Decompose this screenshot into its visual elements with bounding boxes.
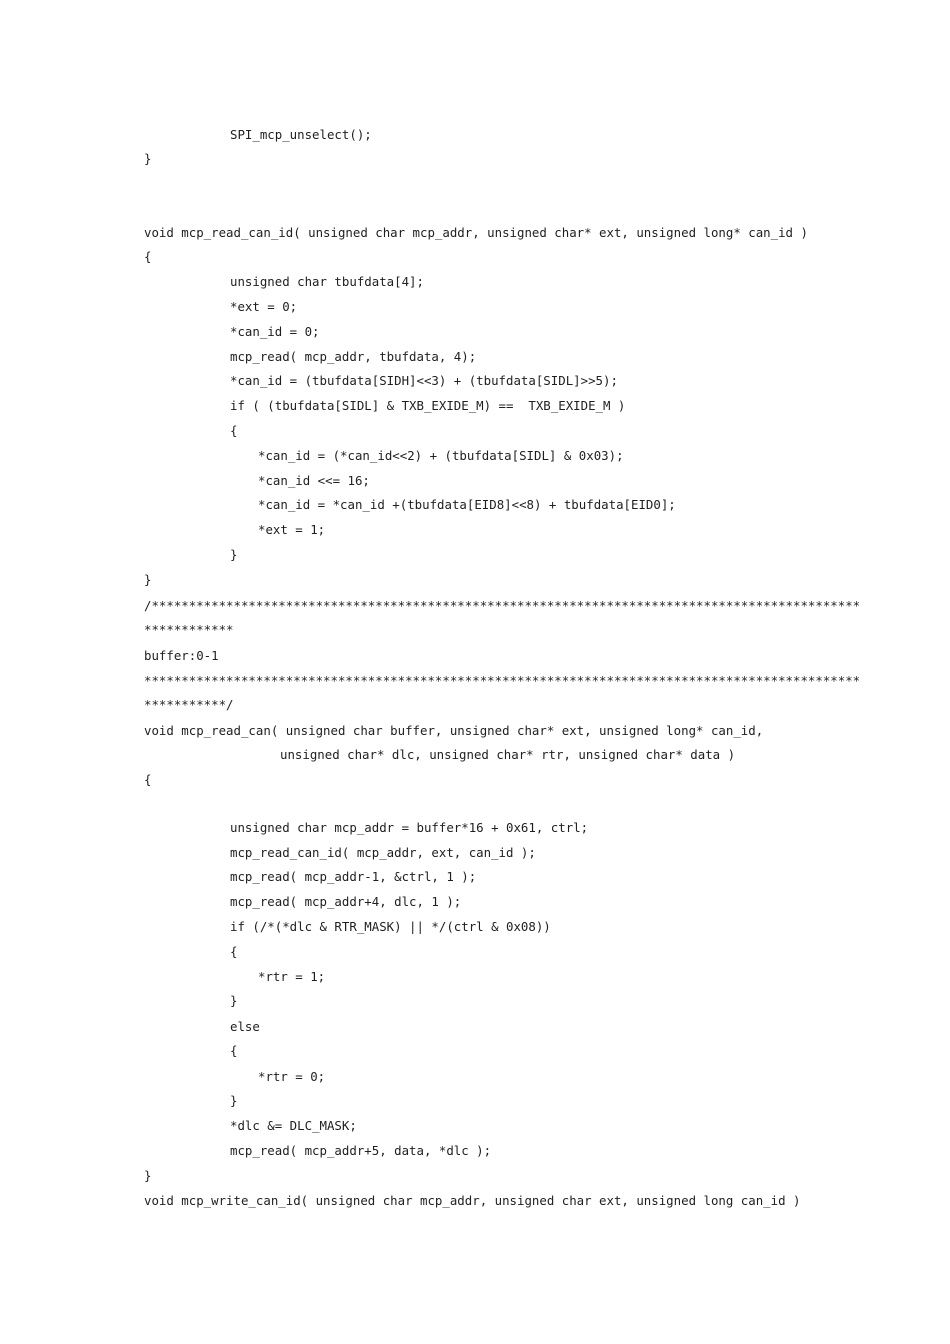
code-line: } bbox=[144, 1168, 152, 1183]
code-line: *ext = 0; bbox=[230, 299, 298, 314]
code-line: void mcp_read_can( unsigned char buffer, unsigned char* ext, unsigned long* can_id, bbox=[144, 723, 764, 738]
code-line: mcp_read( mcp_addr-1, &ctrl, 1 ); bbox=[230, 869, 477, 884]
code-line: { bbox=[144, 249, 152, 264]
code-line: mcp_read_can_id( mcp_addr, ext, can_id ); bbox=[230, 845, 536, 860]
code-line: unsigned char mcp_addr = buffer*16 + 0x61, ctrl; bbox=[230, 820, 589, 835]
code-line: mcp_read( mcp_addr+5, data, *dlc ); bbox=[230, 1143, 492, 1158]
code-line: *ext = 1; bbox=[258, 522, 326, 537]
code-line: *rtr = 1; bbox=[258, 969, 326, 984]
code-line: mcp_read( mcp_addr, tbufdata, 4); bbox=[230, 349, 477, 364]
code-line: } bbox=[230, 993, 238, 1008]
comment-line: /*********************************************************************************************** bbox=[144, 598, 861, 613]
code-line: } bbox=[230, 547, 238, 562]
code-line: unsigned char* dlc, unsigned char* rtr, unsigned char* data ) bbox=[280, 747, 736, 762]
code-line: if ( (tbufdata[SIDL] & TXB_EXIDE_M) == TXB_EXIDE_M ) bbox=[230, 398, 626, 413]
code-line: { bbox=[230, 1043, 238, 1058]
code-line: unsigned char tbufdata[4]; bbox=[230, 274, 424, 289]
code-line: *can_id = (tbufdata[SIDH]<<3) + (tbufdata[SIDL]>>5); bbox=[230, 373, 618, 388]
code-line: SPI_mcp_unselect(); bbox=[230, 127, 372, 142]
code-line: { bbox=[230, 423, 238, 438]
code-line: *can_id <<= 16; bbox=[258, 473, 370, 488]
code-line: *can_id = 0; bbox=[230, 324, 320, 339]
code-line: { bbox=[144, 772, 152, 787]
code-line: } bbox=[144, 572, 152, 587]
code-line: { bbox=[230, 944, 238, 959]
code-line: } bbox=[144, 151, 152, 166]
code-line: *can_id = *can_id +(tbufdata[EID8]<<8) + tbufdata[EID0]; bbox=[258, 497, 676, 512]
code-line: void mcp_read_can_id( unsigned char mcp_addr, unsigned char* ext, unsigned long* can_id ) bbox=[144, 225, 808, 240]
code-line: if (/*(*dlc & RTR_MASK) || */(ctrl & 0x08)) bbox=[230, 919, 551, 934]
code-line: mcp_read( mcp_addr+4, dlc, 1 ); bbox=[230, 894, 462, 909]
code-line: else bbox=[230, 1019, 260, 1034]
code-line: *dlc &= DLC_MASK; bbox=[230, 1118, 357, 1133]
code-line: } bbox=[230, 1093, 238, 1108]
comment-line: ************ bbox=[144, 622, 234, 637]
code-line: void mcp_write_can_id( unsigned char mcp_addr, unsigned char ext, unsigned long can_id ) bbox=[144, 1193, 801, 1208]
comment-line: ***********/ bbox=[144, 697, 234, 712]
code-line: *rtr = 0; bbox=[258, 1069, 326, 1084]
comment-line: ************************************************************************************************ bbox=[144, 673, 861, 688]
code-line: *can_id = (*can_id<<2) + (tbufdata[SIDL] & 0x03); bbox=[258, 448, 624, 463]
comment-line: buffer:0-1 bbox=[144, 648, 219, 663]
